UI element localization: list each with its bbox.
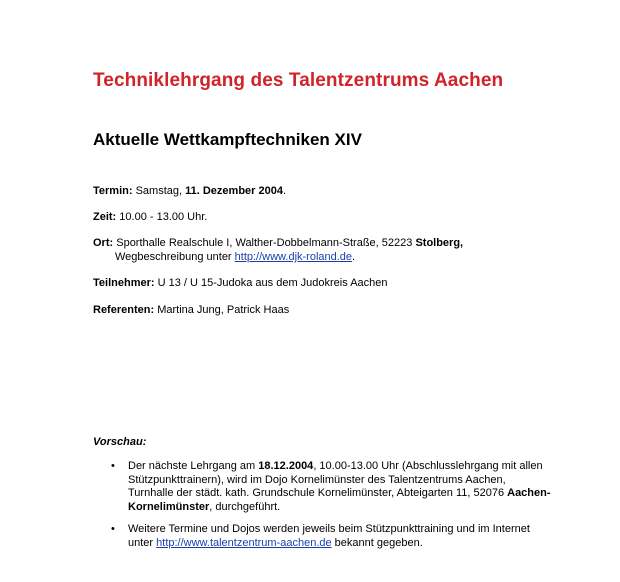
ort-directions-prefix: Wegbeschreibung unter bbox=[115, 251, 235, 263]
ort-line bbox=[93, 236, 463, 250]
item1-place: Aachen-Kornelimünster bbox=[128, 487, 551, 513]
ort-directions bbox=[93, 250, 463, 264]
ort-city: Stolberg, bbox=[415, 237, 464, 249]
item2-prefix: Weitere Termine und Dojos werden jeweils beim Stützpunkttraining und im Internet unter bbox=[128, 523, 530, 549]
termin-day: Samstag, bbox=[135, 185, 186, 197]
zeit-label: Zeit: bbox=[93, 211, 117, 223]
termin-label: Termin: bbox=[93, 185, 133, 197]
document-subtitle: Aktuelle Wettkampftechniken XIV bbox=[93, 130, 362, 149]
item1-end: , durchgeführt. bbox=[209, 500, 281, 513]
termin-date: 11. Dezember 2004 bbox=[185, 185, 283, 197]
document-title: Techniklehrgang des Talentzentrums Aachen bbox=[93, 70, 504, 91]
list-item bbox=[93, 523, 553, 550]
teilnehmer-line bbox=[93, 276, 388, 290]
referenten-value: Martina Jung, Patrick Haas bbox=[157, 304, 290, 316]
zeit-line bbox=[93, 210, 207, 224]
ort-value: Sporthalle Realschule I, Walther-Dobbelmann-Straße, 52223 bbox=[116, 237, 416, 249]
djk-roland-link[interactable]: http://www.djk-roland.de bbox=[234, 251, 353, 263]
list-item bbox=[93, 460, 553, 514]
vorschau-heading: Vorschau: bbox=[93, 436, 147, 448]
ort-block bbox=[93, 236, 463, 264]
item1-middle: , 10.00-13.00 Uhr (Abschlusslehrgang mit allen Stützpunkttrainern), wird im Dojo Kornelimünster des Talentzentrums Aachen, Turnhalle der städt. kath. Grundschule Kornelimünster, Abteigarten 11, 52076 bbox=[128, 460, 543, 499]
zeit-value: 10.00 - 13.00 Uhr. bbox=[119, 211, 208, 223]
ort-label: Ort: bbox=[93, 237, 114, 249]
vorschau-list bbox=[93, 460, 553, 559]
ort-directions-end: . bbox=[352, 251, 356, 263]
item1-prefix: Der nächste Lehrgang am bbox=[128, 460, 259, 472]
referenten-label: Referenten: bbox=[93, 304, 155, 316]
referenten-line bbox=[93, 303, 289, 317]
termin-line bbox=[93, 184, 286, 198]
bullet-icon: • bbox=[111, 460, 115, 472]
item1-date: 18.12.2004 bbox=[258, 460, 314, 472]
termin-end: . bbox=[282, 185, 287, 197]
bullet-icon: • bbox=[111, 523, 115, 535]
teilnehmer-value: U 13 / U 15-Judoka aus dem Judokreis Aachen bbox=[157, 277, 388, 289]
item2-end: bekannt gegeben. bbox=[331, 536, 423, 549]
teilnehmer-label: Teilnehmer: bbox=[93, 277, 155, 289]
talentzentrum-link[interactable]: http://www.talentzentrum-aachen.de bbox=[156, 536, 332, 549]
